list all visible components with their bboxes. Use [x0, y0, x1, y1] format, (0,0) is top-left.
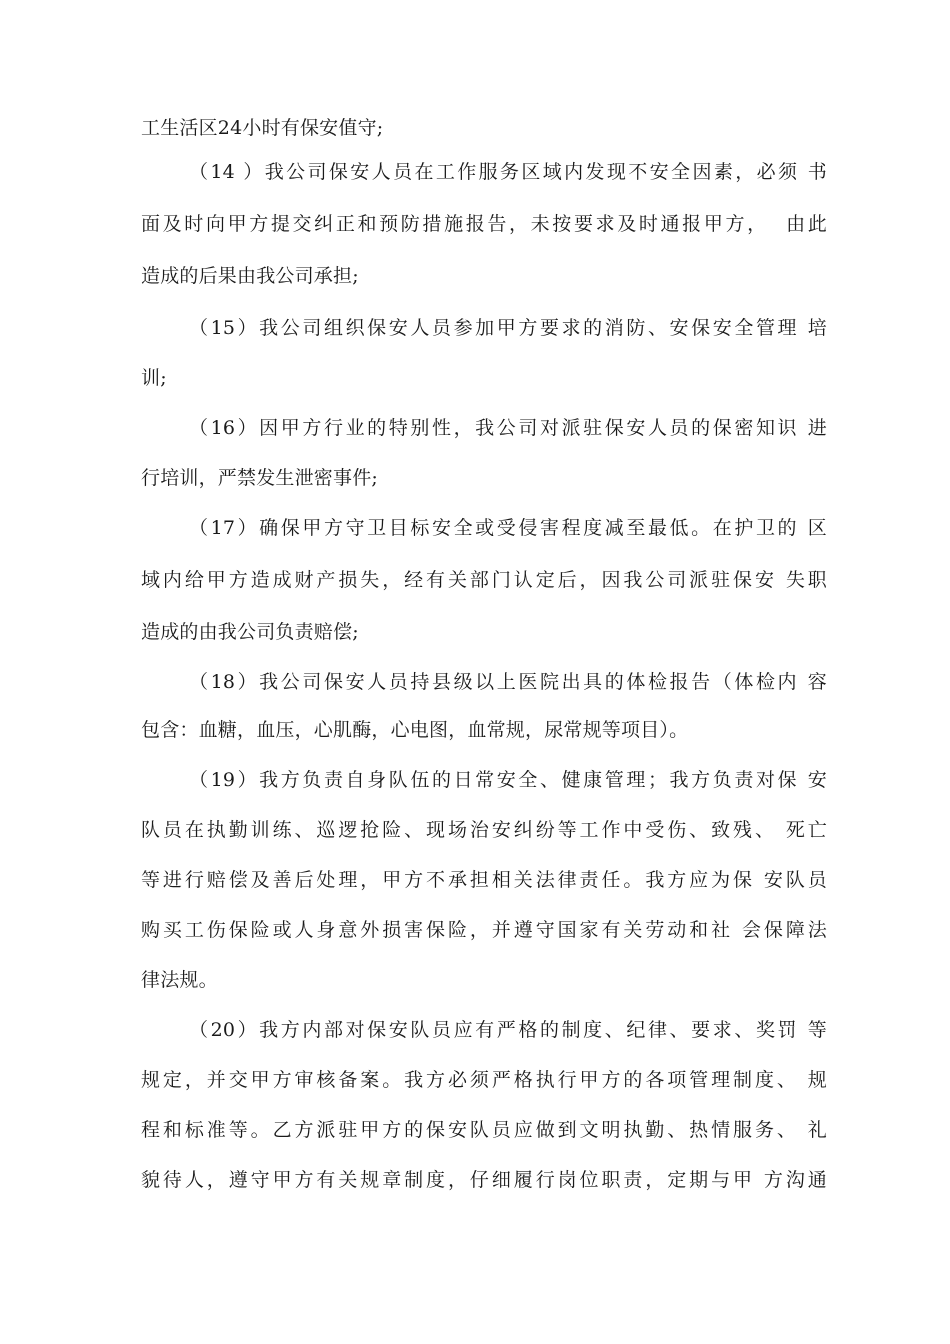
clause-20-line-2: 规定，并交甲方审核备案。我方必须严格执行甲方的各项管理制度、 规 [141, 1069, 827, 1091]
clause-15-line-2: 训; [141, 367, 167, 389]
clause-19-line-1: （19）我方负责自身队伍的日常安全、健康管理；我方负责对保 安 [189, 769, 827, 791]
clause-17-line-3: 造成的由我公司负责赔偿; [141, 621, 359, 643]
text-line-1: 工生活区24小时有保安值守; [141, 117, 384, 139]
clause-18-line-1: （18）我公司保安人员持县级以上医院出具的体检报告（体检内 容 [189, 671, 827, 693]
clause-19-line-5: 律法规。 [141, 969, 218, 991]
clause-19-line-3: 等进行赔偿及善后处理，甲方不承担相关法律责任。我方应为保 安队员 [141, 869, 827, 891]
clause-14-line-1: （14 ）我公司保安人员在工作服务区域内发现不安全因素，必须 书 [189, 161, 827, 183]
clause-14-line-2: 面及时向甲方提交纠正和预防措施报告，未按要求及时通报甲方， 由此 [141, 213, 827, 235]
clause-20-line-3: 程和标准等。乙方派驻甲方的保安队员应做到文明执勤、热情服务、 礼 [141, 1119, 827, 1141]
clause-17-line-2: 域内给甲方造成财产损失，经有关部门认定后，因我公司派驻保安 失职 [141, 569, 827, 591]
clause-20-line-1: （20）我方内部对保安队员应有严格的制度、纪律、要求、奖罚 等 [189, 1019, 827, 1041]
clause-18-line-2: 包含：血糖，血压，心肌酶，心电图，血常规，尿常规等项目）。 [141, 719, 689, 741]
clause-16-line-1: （16）因甲方行业的特别性，我公司对派驻保安人员的保密知识 进 [189, 417, 827, 439]
clause-14-line-3: 造成的后果由我公司承担; [141, 265, 359, 287]
clause-17-line-1: （17）确保甲方守卫目标安全或受侵害程度减至最低。在护卫的 区 [189, 517, 827, 539]
clause-20-line-4: 貌待人，遵守甲方有关规章制度，仔细履行岗位职责，定期与甲 方沟通 [141, 1169, 827, 1191]
clause-19-line-2: 队员在执勤训练、巡逻抢险、现场治安纠纷等工作中受伤、致残、 死亡 [141, 819, 827, 841]
clause-16-line-2: 行培训，严禁发生泄密事件; [141, 467, 379, 489]
clause-19-line-4: 购买工伤保险或人身意外损害保险，并遵守国家有关劳动和社 会保障法 [141, 919, 827, 941]
clause-15-line-1: （15）我公司组织保安人员参加甲方要求的消防、安保安全管理 培 [189, 317, 827, 339]
